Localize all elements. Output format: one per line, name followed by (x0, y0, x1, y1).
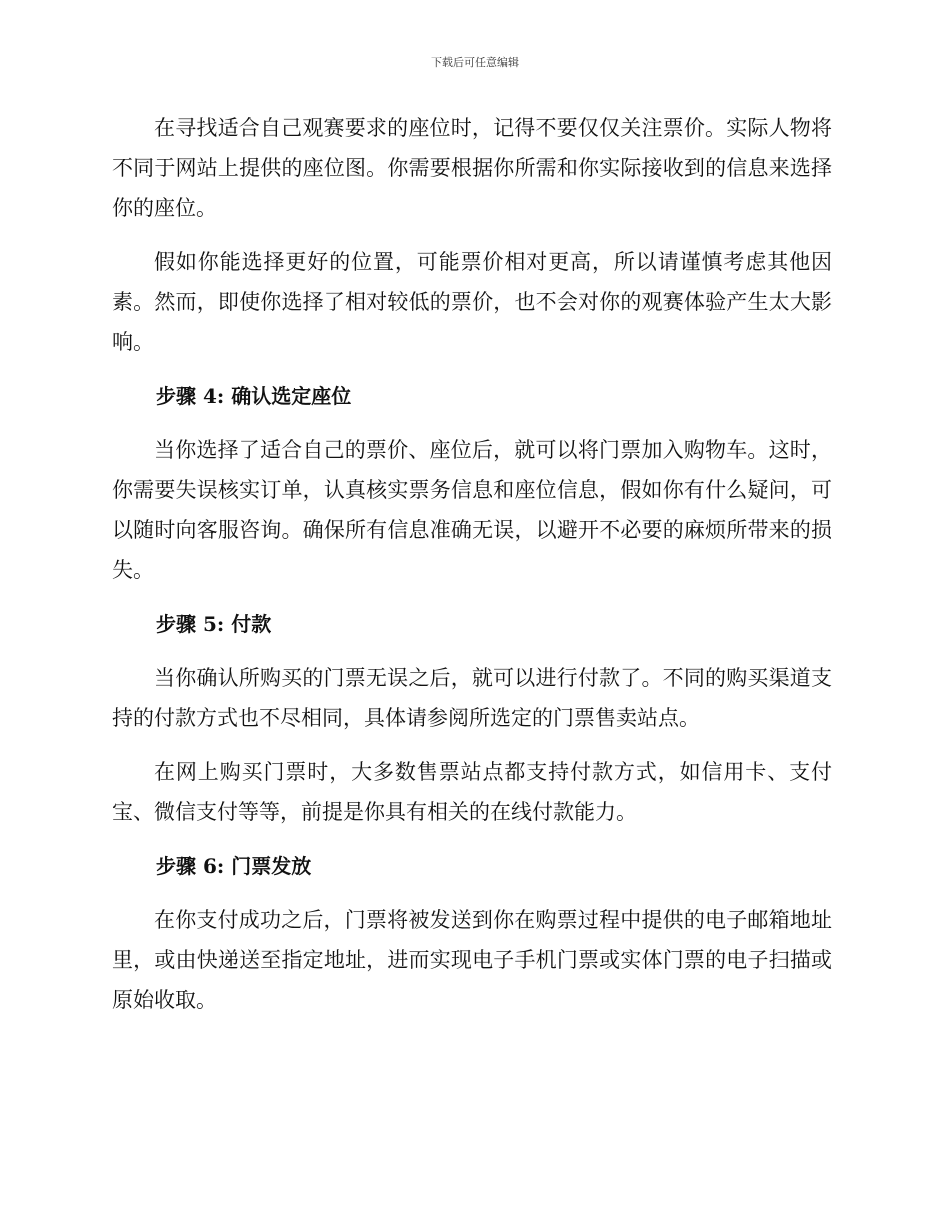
heading-step-6: 步骤 6: 门票发放 (156, 854, 312, 878)
paragraph-confirm-seat: 当你选择了适合自己的票价、座位后，就可以将门票加入购物车。这时，你需要失误核实订单，认真核实票务信息和座位信息，假如你有什么疑问，可以随时向客服咨询。确保所有信息准确无误，以避开不必要的麻烦所带来的损失。 (112, 438, 832, 582)
page-header: 下载后可任意编辑 (431, 56, 519, 69)
heading-step-5: 步骤 5: 付款 (156, 612, 272, 636)
document-body (112, 108, 832, 1034)
paragraph-payment: 当你确认所购买的门票无误之后，就可以进行付款了。不同的购买渠道支持的付款方式也不尽相同，具体请参阅所选定的门票售卖站点。 (112, 666, 832, 730)
paragraph-seat-selection: 在寻找适合自己观赛要求的座位时，记得不要仅仅关注票价。实际人物将不同于网站上提供的座位图。你需要根据你所需和你实际接收到的信息来选择你的座位。 (112, 116, 832, 220)
heading-step-4: 步骤 4: 确认选定座位 (156, 384, 352, 408)
paragraph-ticket-delivery: 在你支付成功之后，门票将被发送到你在购票过程中提供的电子邮箱地址里，或由快递送至指定地址，进而实现电子手机门票或实体门票的电子扫描或原始收取。 (112, 908, 832, 1012)
paragraph-payment-methods: 在网上购买门票时，大多数售票站点都支持付款方式，如信用卡、支付宝、微信支付等等，前提是你具有相关的在线付款能力。 (112, 760, 832, 824)
paragraph-seat-price: 假如你能选择更好的位置，可能票价相对更高，所以请谨慎考虑其他因素。然而，即使你选择了相对较低的票价，也不会对你的观赛体验产生太大影响。 (112, 250, 832, 354)
